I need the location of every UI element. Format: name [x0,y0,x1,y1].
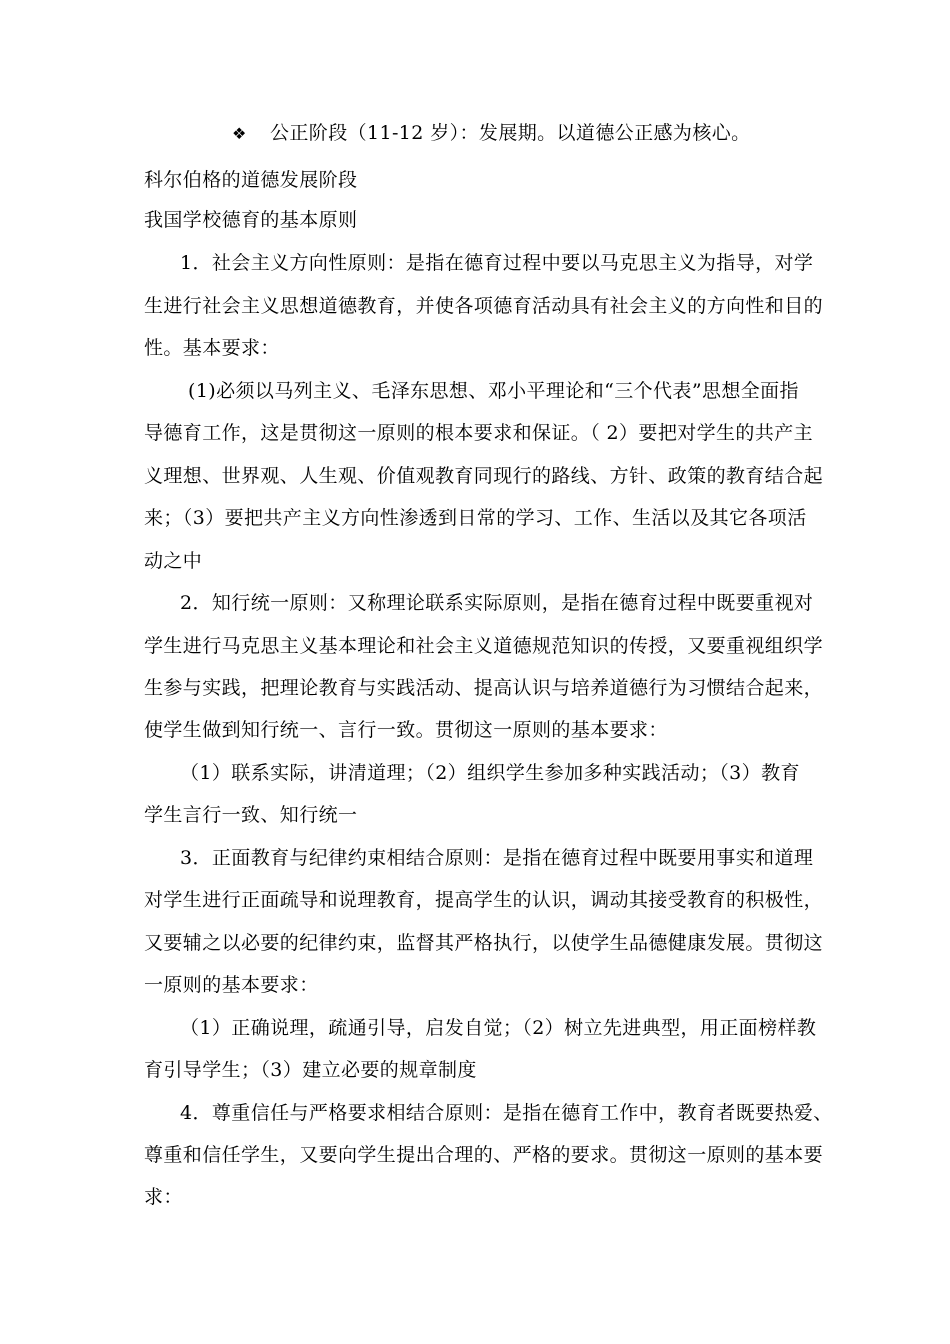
text-line: 来；（3）要把共产主义方向性渗透到日常的学习、工作、生活以及其它各项活 [144,507,807,529]
text-line: 公正阶段（11-12 岁）：发展期。以道德公正感为核心。 [270,122,751,144]
text-line: 3．正面教育与纪律约束相结合原则：是指在德育过程中既要用事实和道理 [180,847,814,869]
text-line: 求： [144,1186,183,1208]
text-line: 又要辅之以必要的纪律约束，监督其严格执行，以使学生品德健康发展。贯彻这 [144,932,824,954]
text-line: 动之中 [144,550,203,572]
text-line: （1）正确说理，疏通引导，启发自觉；（2）树立先进典型，用正面榜样教 [180,1017,817,1039]
section-heading: 我国学校德育的基本原则 [144,209,358,231]
bullet-line [232,121,751,146]
diamond-bullet-icon: ❖ [232,124,247,143]
text-line: 生参与实践，把理论教育与实践活动、提高认识与培养道德行为习惯结合起来， [144,677,824,699]
text-line: 对学生进行正面疏导和说理教育，提高学生的认识，调动其接受教育的积极性， [144,889,824,911]
text-line: 育引导学生；（3）建立必要的规章制度 [144,1059,477,1081]
text-line: 1．社会主义方向性原则：是指在德育过程中要以马克思主义为指导，对学 [180,252,814,274]
text-line: 导德育工作，这是贯彻这一原则的根本要求和保证。（ 2）要把对学生的共产主 [144,422,814,444]
text-line: （1）联系实际，讲清道理；（2）组织学生参加多种实践活动；（3）教育 [180,762,800,784]
text-line: 使学生做到知行统一、言行一致。贯彻这一原则的基本要求： [144,719,668,741]
text-line: 学生进行马克思主义基本理论和社会主义道德规范知识的传授，又要重视组织学 [144,635,824,657]
text-line: 一原则的基本要求： [144,974,319,996]
section-heading: 科尔伯格的道德发展阶段 [144,169,358,191]
text-line: 4．尊重信任与严格要求相结合原则：是指在德育工作中，教育者既要热爱、 [180,1102,833,1124]
text-line: 尊重和信任学生，又要向学生提出合理的、严格的要求。贯彻这一原则的基本要 [144,1144,824,1166]
text-line: 性。基本要求： [144,337,280,359]
text-line: 义理想、世界观、人生观、价值观教育同现行的路线、方针、政策的教育结合起 [144,465,824,487]
text-line: 学生言行一致、知行统一 [144,804,358,826]
text-line: 2．知行统一原则：又称理论联系实际原则，是指在德育过程中既要重视对 [180,592,814,614]
text-line: 生进行社会主义思想道德教育，并使各项德育活动具有社会主义的方向性和目的 [144,295,824,317]
text-line: (1)必须以马列主义、毛泽东思想、邓小平理论和“三个代表”思想全面指 [188,380,799,402]
